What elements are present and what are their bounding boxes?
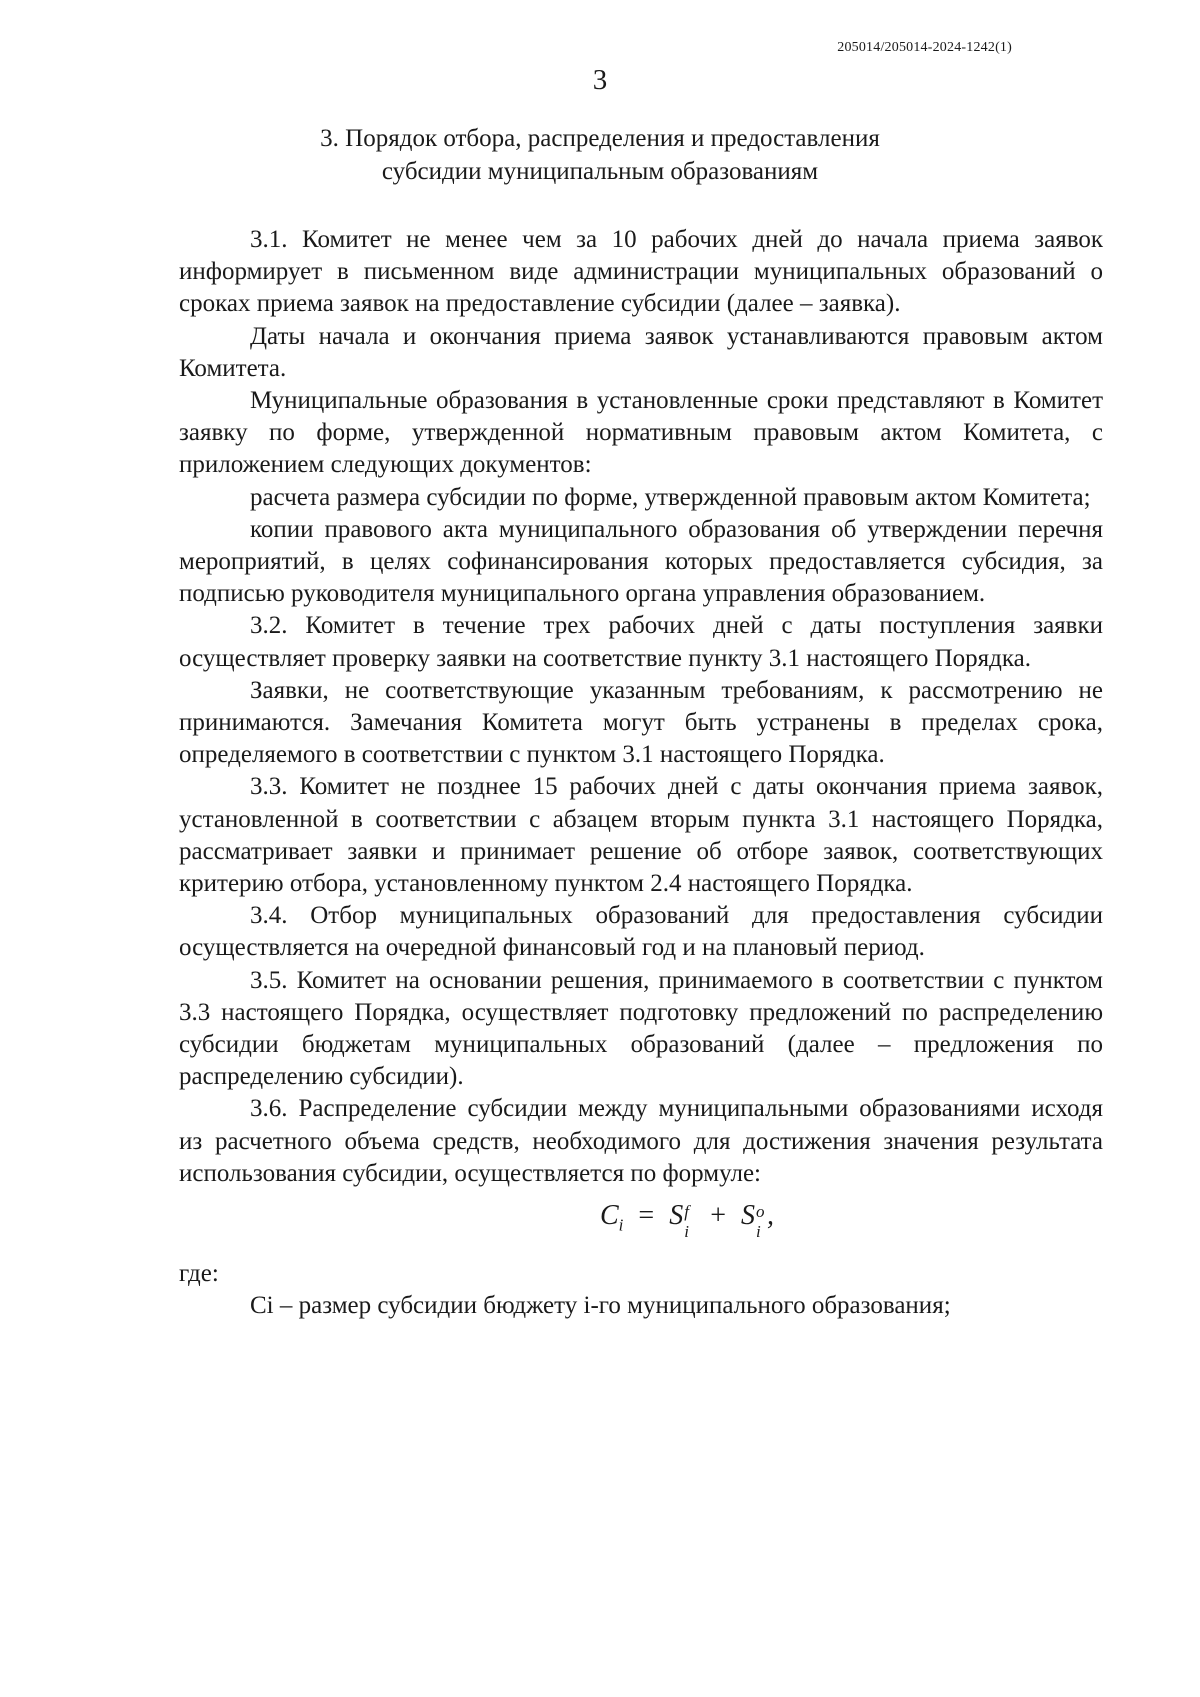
document-id: 205014/205014-2024-1242(1) bbox=[837, 40, 1012, 55]
paragraph-3-3: 3.3. Комитет не позднее 15 рабочих дней с даты окончания приема заявок, установленной в соответствии с абзацем вторым пункта 3.1 настоящего Порядка, рассматривает заявки и принимает решение об отборе заявок, соответствующих критерию отбора, установленному пунктом 2.4 настоящего Порядка. bbox=[179, 773, 1103, 898]
formula-term2-subscript: i bbox=[756, 1222, 761, 1242]
formula-equals: = bbox=[638, 1200, 655, 1232]
paragraph-3-5: 3.5. Комитет на основании решения, принимаемого в соответствии с пунктом 3.3 настоящего Порядка, осуществляет подготовку предложений по распределению субсидии бюджетам муниципальных образований (далее – предложения по распределению субсидии). bbox=[179, 966, 1103, 1091]
subsidy-formula bbox=[271, 1194, 1103, 1248]
formula-plus: + bbox=[710, 1200, 726, 1232]
paragraph-3-2: 3.2. Комитет в течение трех рабочих дней с даты поступления заявки осуществляет проверку заявки на соответствие пункту 3.1 настоящего Порядка. bbox=[179, 612, 1103, 672]
formula-term1-subscript: i bbox=[684, 1222, 689, 1242]
paragraph-3-4: 3.4. Отбор муниципальных образований для предоставления субсидии осуществляется на очередной финансовый год и на плановый период. bbox=[179, 902, 1103, 962]
section-title-line-1: 3. Порядок отбора, распределения и предоставления bbox=[320, 125, 880, 152]
formula-term2-indices bbox=[755, 1196, 767, 1242]
paragraph-3-1: 3.1. Комитет не менее чем за 10 рабочих дней до начала приема заявок информирует в письменном виде администрации муниципальных образований о сроках приема заявок на предоставление субсидии (далее – заявка). bbox=[179, 226, 1103, 318]
page-number: 3 bbox=[592, 64, 608, 96]
formula-term2: S bbox=[741, 1200, 755, 1232]
paragraph-3-6: 3.6. Распределение субсидии между муниципальными образованиями исходя из расчетного объема средств, необходимого для достижения значения результата использования субсидии, осуществляется по формуле: bbox=[179, 1095, 1103, 1187]
formula-term1-indices bbox=[683, 1196, 695, 1242]
paragraph-legal-act-list-item: копии правового акта муниципального образования об утверждении перечня мероприятий, в целях софинансирования которых предоставляется субсидия, за подписью руководителя муниципального органа управления образованием. bbox=[179, 515, 1103, 608]
definition-ci: Ci – размер субсидии бюджету i-го муниципального образования; bbox=[250, 1291, 951, 1319]
formula-term1: S bbox=[669, 1200, 684, 1232]
formula-term2-superscript: o bbox=[756, 1202, 765, 1222]
formula-term1-superscript: f bbox=[684, 1202, 689, 1222]
paragraph-municipal-application: Муниципальные образования в установленные сроки представляют в Комитет заявку по форме, утвержденной нормативным правовым актом Комитета, с приложением следующих документов: bbox=[179, 387, 1103, 479]
formula-lhs: C bbox=[599, 1200, 619, 1232]
where-label: где: bbox=[179, 1259, 219, 1287]
paragraph-calculation-list-item: расчета размера субсидии по форме, утвержденной правовым актом Комитета; bbox=[250, 483, 1091, 511]
paragraph-applications-rejected: Заявки, не соответствующие указанным требованиям, к рассмотрению не принимаются. Замечания Комитета могут быть устранены в пределах срока, определяемого в соответствии с пунктом 3.1 настоящего Порядка. bbox=[179, 676, 1103, 769]
document-body bbox=[179, 224, 1103, 1322]
section-title bbox=[0, 122, 1200, 188]
section-title-line-2: субсидии муниципальным образованиям bbox=[381, 158, 819, 185]
formula-lhs-subscript: i bbox=[618, 1215, 624, 1235]
formula-tail: , bbox=[767, 1200, 774, 1232]
paragraph-dates: Даты начала и окончания приема заявок устанавливаются правовым актом Комитета. bbox=[179, 322, 1103, 382]
